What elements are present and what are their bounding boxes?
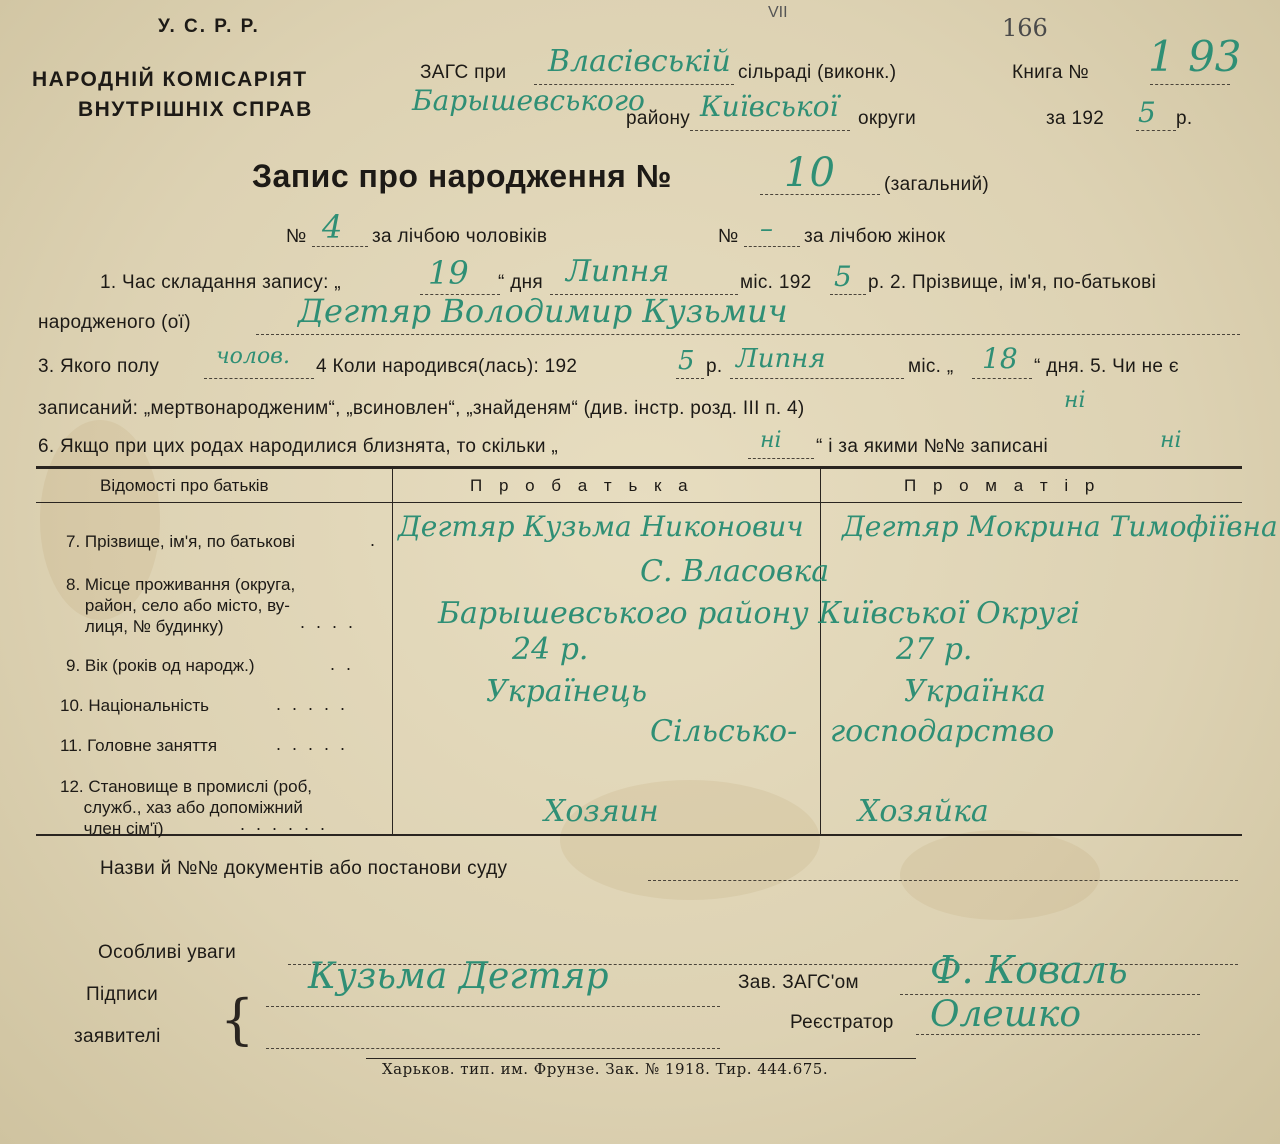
row10-father: Українець (486, 674, 648, 709)
row12-label-line2: служб., хаз або допоміжний (83, 798, 303, 817)
row12-label-line3: член сім'ї) (83, 819, 164, 838)
table-header-father: П р о б а т ь к а (470, 476, 694, 495)
female-no-label: № (718, 226, 739, 247)
printer-rule (366, 1058, 916, 1059)
docs-label: Назви й №№ документів або постанови суду (100, 858, 508, 879)
printer-info: Харьков. тип. им. Фрунзе. Зак. № 1918. Тир. 444.675. (382, 1060, 829, 1078)
head-sign: Ф. Коваль (930, 948, 1128, 992)
row8-label-line1: 8. Місце проживання (округа, (66, 575, 296, 594)
row12-mother: Хозяйка (858, 794, 989, 829)
item5-line2: записаний: „мертвонародженим“, „всиновлен“, „знайденям“ (див. інстр. розд. III п. 4) (38, 398, 805, 419)
item3-label: 3. Якого полу (38, 356, 160, 377)
male-label: за лічбою чоловіків (372, 226, 548, 247)
row12-father: Хозяин (544, 794, 659, 829)
notes-label: Особливі уваги (98, 942, 237, 963)
row9-dots: . . (330, 654, 355, 674)
row12-dots: . . . . . . (240, 814, 329, 834)
row8-label-line2: район, село або місто, ву- (84, 596, 290, 615)
year-label: за 192 (1046, 108, 1105, 129)
item1-day-label: “ дня (498, 272, 543, 293)
row8-dots: . . . . (300, 612, 357, 632)
male-no-line (312, 246, 368, 247)
item6-count-hand: ні (760, 428, 782, 453)
row7-father: Дегтяр Кузьма Никонович (398, 510, 804, 543)
item6-end-hand: ні (1160, 428, 1182, 453)
item4-month-label: міс. „ (908, 356, 954, 377)
item6-count-line (748, 458, 814, 459)
row8-hand-1: С. Власовка (640, 554, 830, 589)
item1-month-label: міс. 192 (740, 272, 812, 293)
applicant-sign: Кузьма Дегтяр (308, 956, 609, 997)
record-general: (загальний) (884, 174, 990, 195)
paper-stain (900, 830, 1100, 920)
born-name-hand: Дегтяр Володимир Кузьмич (298, 292, 788, 330)
item1-day-hand: 19 (428, 254, 469, 292)
male-no-hand: 4 (322, 208, 343, 246)
book-label: Книга № (1012, 62, 1090, 83)
book-line (1150, 84, 1230, 85)
row11-dots: . . . . . (276, 734, 349, 754)
okrug-label: округи (858, 108, 917, 129)
item3-sex-line (204, 378, 314, 379)
commissariat-line2: ВНУТРІШНІХ СПРАВ (78, 98, 313, 121)
record-title: Запис про народження № (252, 158, 672, 194)
year-hand: 5 (1138, 96, 1156, 129)
row7-label: 7. Прізвище, ім'я, по батькові (66, 532, 296, 551)
year-suffix: р. (1176, 108, 1193, 129)
okrug-hand: Київської (700, 90, 839, 123)
registrar-sign: Олешко (930, 994, 1082, 1035)
zags-hand: Власівській (548, 44, 731, 79)
row7-dots: . (370, 530, 379, 550)
item4-year-line (676, 378, 704, 379)
docs-line (648, 880, 1238, 881)
applicant-line-1 (266, 1006, 720, 1007)
item6-mid: “ і за якими №№ записані (816, 436, 1049, 457)
female-no-line (744, 246, 800, 247)
item4-day-line (972, 378, 1032, 379)
commissariat-line1: НАРОДНІЙ КОМІСАРІЯТ (32, 68, 308, 91)
corner-mark: VII (768, 4, 788, 21)
born-label: народженого (ої) (38, 312, 191, 333)
male-no-label: № (286, 226, 307, 247)
item4-month-hand: Липня (736, 344, 826, 374)
row11-hand-1: Сільсько- (650, 714, 798, 749)
table-header-rule (36, 502, 1242, 503)
table-col-divider-2 (820, 466, 821, 834)
year-line (1136, 130, 1176, 131)
item4-r: р. (706, 356, 723, 377)
sign-brace: { (220, 988, 255, 1051)
row7-mother: Дегтяр Мокрина Тимофіївна (842, 510, 1278, 543)
row10-dots: . . . . . (276, 694, 349, 714)
row8-label-line3: лиця, № будинку) (84, 617, 224, 636)
born-name-line (256, 334, 1240, 335)
record-number-hand: 10 (784, 150, 835, 196)
item4-month-line (730, 378, 904, 379)
zags-prefix: ЗАГС при (420, 62, 507, 83)
row11-hand-2: господарство (830, 714, 1055, 749)
row10-label: 10. Національність (60, 696, 209, 715)
item1-year-hand: 5 (834, 260, 852, 293)
item2-label: р. 2. Прізвище, ім'я, по-батькові (868, 272, 1157, 293)
row8-label (66, 574, 295, 637)
row9-label: 9. Вік (років од народж.) (66, 656, 255, 675)
archive-number: 166 (1002, 14, 1048, 42)
applicant-line-2 (266, 1048, 720, 1049)
item5-hand: ні (1064, 388, 1086, 413)
row8-hand-2: Барышевського району Київської Округі (438, 596, 1080, 631)
item4-year-hand: 5 (678, 346, 695, 376)
table-header-info: Відомості про батьків (100, 476, 269, 495)
book-hand: 1 93 (1148, 32, 1242, 81)
sign-label-2: заявителі (74, 1026, 161, 1047)
item1-label: 1. Час складання запису: „ (100, 272, 341, 293)
district-label: району (626, 108, 691, 129)
zags-suffix: сільраді (виконк.) (738, 62, 897, 83)
head-label: Зав. ЗАГС'ом (738, 972, 859, 993)
female-no-hand: – (760, 214, 773, 244)
district-hand: Барышевського (412, 84, 645, 117)
registrar-label: Реєстратор (790, 1012, 894, 1033)
row9-mother: 27 р. (896, 632, 973, 667)
row11-label: 11. Головне заняття (60, 736, 218, 755)
ussr-label: У. С. Р. Р. (158, 16, 260, 37)
item5-label: “ дня. 5. Чи не є (1034, 356, 1179, 377)
item4-label: 4 Коли народився(лась): 192 (316, 356, 578, 377)
item6-label: 6. Якщо при цих родах народилися близнята, то скільки „ (38, 436, 559, 457)
table-col-divider-1 (392, 466, 393, 834)
row9-father: 24 р. (512, 632, 589, 667)
table-header-mother: П р о м а т і р (904, 476, 1101, 495)
item4-day-hand: 18 (982, 342, 1018, 375)
item1-year-line (830, 294, 866, 295)
row10-mother: Українка (904, 674, 1046, 709)
okrug-line (690, 130, 850, 131)
sign-label-1: Підписи (86, 984, 159, 1005)
item1-month-hand: Липня (566, 254, 670, 289)
table-top-rule (36, 466, 1242, 469)
female-label: за лічбою жінок (804, 226, 946, 247)
row12-label-line1: 12. Становище в промислі (роб, (60, 777, 313, 796)
item3-sex-hand: чолов. (216, 344, 290, 369)
